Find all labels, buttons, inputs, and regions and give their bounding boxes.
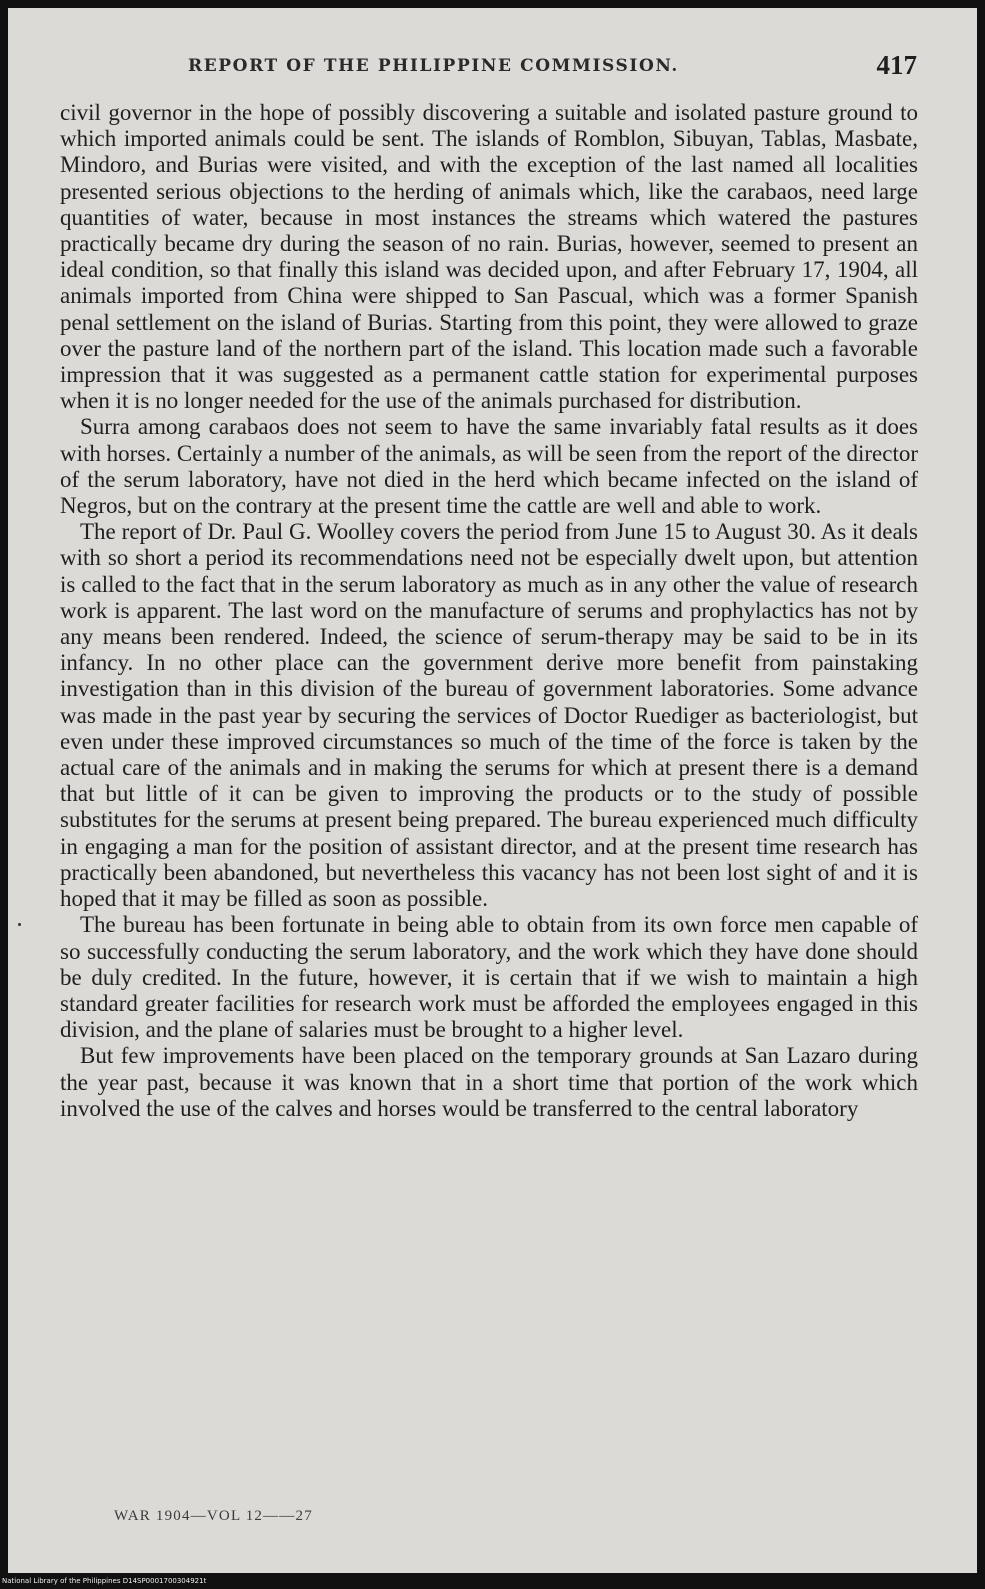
- signature-mark: WAR 1904—VOL 12——27: [114, 1508, 313, 1524]
- paragraph: civil governor in the hope of possibly discovering a suitable and isolated pasture ground to which imported animals could be sent. The islands of Romblon, Sibuyan, Tablas, Masbate, Mindoro, and Burias were visited, and with the exception of the last named all localities presented serious objections to the herding of animals which, like the carabaos, need large quantities of water, because in most instances the streams which watered the pastures practically became dry during the season of no rain. Burias, however, seemed to present an ideal condition, so that finally this island was decided upon, and after February 17, 1904, all animals imported from China were shipped to San Pascual, which was a former Spanish penal settlement on the island of Burias. Starting from this point, they were allowed to graze over the pasture land of the northern part of the island. This location made such a favorable impression that it was suggested as a permanent cattle station for experimental purposes when it is no longer needed for the use of the animals purchased for distribution.: [60, 100, 918, 414]
- margin-mark: [18, 923, 21, 926]
- paragraph: But few improvements have been placed on the temporary grounds at San Lazaro during the year past, because it was known that in a short time that portion of the work which involved the use of the calves and horses would be transferred to the central laboratory: [60, 1043, 918, 1121]
- paragraph: Surra among carabaos does not seem to have the same invariably fatal results as it does with horses. Certainly a number of the animals, as will be seen from the report of the director of the serum laboratory, have not died in the herd which became infected on the island of Negros, but on the contrary at the present time the cattle are well and able to work.: [60, 414, 918, 519]
- body-text: [60, 100, 918, 1122]
- scan-stamp: National Library of the Philippines D14SP0001700304921t: [2, 1577, 207, 1585]
- page-header: [48, 50, 917, 90]
- running-title: REPORT OF THE PHILIPPINE COMMISSION.: [188, 56, 679, 76]
- page-content: [8, 8, 977, 1573]
- paragraph: The report of Dr. Paul G. Woolley covers the period from June 15 to August 30. As it deals with so short a period its recommendations need not be especially dwelt upon, but attention is called to the fact that in the serum laboratory as much as in any other the value of research work is apparent. The last word on the manufacture of serums and prophylactics has not by any means been rendered. Indeed, the science of serum-therapy may be said to be in its infancy. In no other place can the government derive more benefit from painstaking investigation than in this division of the bureau of government laboratories. Some advance was made in the past year by securing the services of Doctor Ruediger as bacteriologist, but even under these improved circumstances so much of the time of the force is taken by the actual care of the animals and in making the serums for which at present there is a demand that but little of it can be given to improving the products or to the study of possible substitutes for the serums at present being prepared. The bureau experienced much difficulty in engaging a man for the position of assistant director, and at the present time research has practically been abandoned, but nevertheless this vacancy has not been lost sight of and it is hoped that it may be filled as soon as possible.: [60, 519, 918, 912]
- page-number: 417: [876, 50, 917, 80]
- document-page: [8, 8, 977, 1573]
- paragraph: The bureau has been fortunate in being able to obtain from its own force men capable of so successfully conducting the serum laboratory, and the work which they have done should be duly credited. In the future, however, it is certain that if we wish to maintain a high standard greater facilities for research work must be afforded the employees engaged in this division, and the plane of salaries must be brought to a higher level.: [60, 912, 918, 1043]
